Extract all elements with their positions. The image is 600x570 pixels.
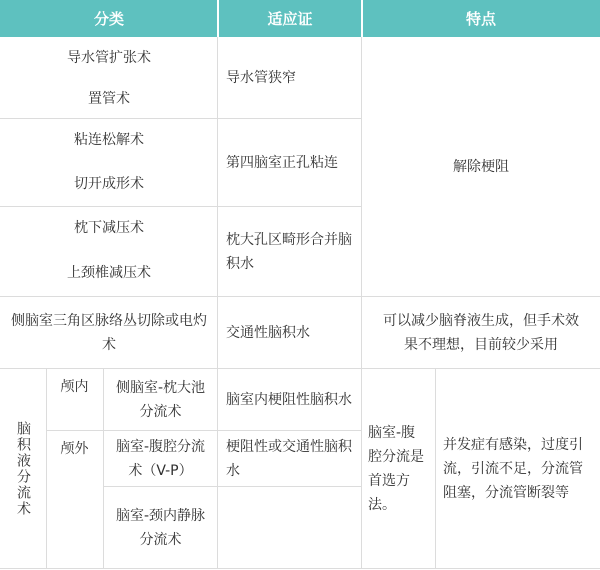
header-divider	[361, 0, 363, 37]
row-aqueductoplasty: 导水管扩张术	[67, 50, 151, 66]
grid-line	[46, 430, 362, 431]
shunt-complications: 并发症有感染，过度引流，引流不足，分流管阻塞，分流管断裂等	[443, 436, 583, 501]
row-suboccipital-decompression: 枕下减压术	[74, 220, 144, 236]
shunt-intracranial: 颅内	[60, 379, 89, 395]
grid-line	[0, 368, 600, 369]
grid-line	[0, 568, 600, 569]
row-upper-cervical-decompression: 上颈椎减压术	[67, 265, 151, 281]
indication-communicating: 交通性脑积水	[226, 325, 310, 341]
header-category: 分类	[0, 0, 218, 37]
header-indication: 适应证	[218, 0, 362, 37]
grid-line	[361, 37, 362, 569]
grid-line	[217, 37, 218, 569]
indication-fourth-ventricle: 第四脑室正孔粘连	[226, 155, 338, 171]
indication-aqueduct-stenosis: 导水管狭窄	[226, 70, 296, 86]
row-choroid-plexus: 侧脑室三角区脉络丛切除或电灼术	[11, 313, 207, 353]
grid-line	[46, 369, 47, 569]
shunt-label: 脑积液分流术	[15, 420, 31, 517]
grid-line	[0, 296, 600, 297]
indication-intraventricular: 脑室内梗阻性脑积水	[226, 392, 352, 408]
shunt-preferred-method: 脑室-腹腔分流是首选方法。	[368, 424, 424, 513]
row-stent-placement: 置管术	[88, 91, 130, 107]
feature-relieve-obstruction: 解除梗阻	[453, 159, 509, 175]
shunt-ventriculo-cisternal: 侧脑室-枕大池分流术	[115, 380, 206, 420]
header-divider	[217, 0, 219, 37]
shunt-ventriculo-peritoneal: 脑室-腹腔分流术（V-P）	[115, 439, 206, 479]
grid-line	[103, 486, 362, 487]
header-features: 特点	[362, 0, 600, 37]
indication-foramen-magnum: 枕大孔区畸形合并脑积水	[226, 232, 352, 272]
row-incision-plasty: 切开成形术	[74, 176, 144, 192]
grid-line	[103, 369, 104, 569]
grid-line	[0, 206, 218, 207]
indication-obstructive-communicating: 梗阻性或交通性脑积水	[226, 439, 352, 479]
shunt-extracranial: 颅外	[60, 441, 89, 457]
grid-line	[218, 118, 362, 119]
feature-choroid-plexus: 可以减少脑脊液生成，但手术效果不理想，目前较少采用	[383, 313, 579, 353]
grid-line	[218, 206, 362, 207]
shunt-ventriculo-jugular: 脑室-颈内静脉分流术	[115, 507, 206, 548]
grid-line	[435, 369, 436, 569]
row-adhesiolysis: 粘连松解术	[74, 132, 144, 148]
grid-line	[0, 118, 218, 119]
